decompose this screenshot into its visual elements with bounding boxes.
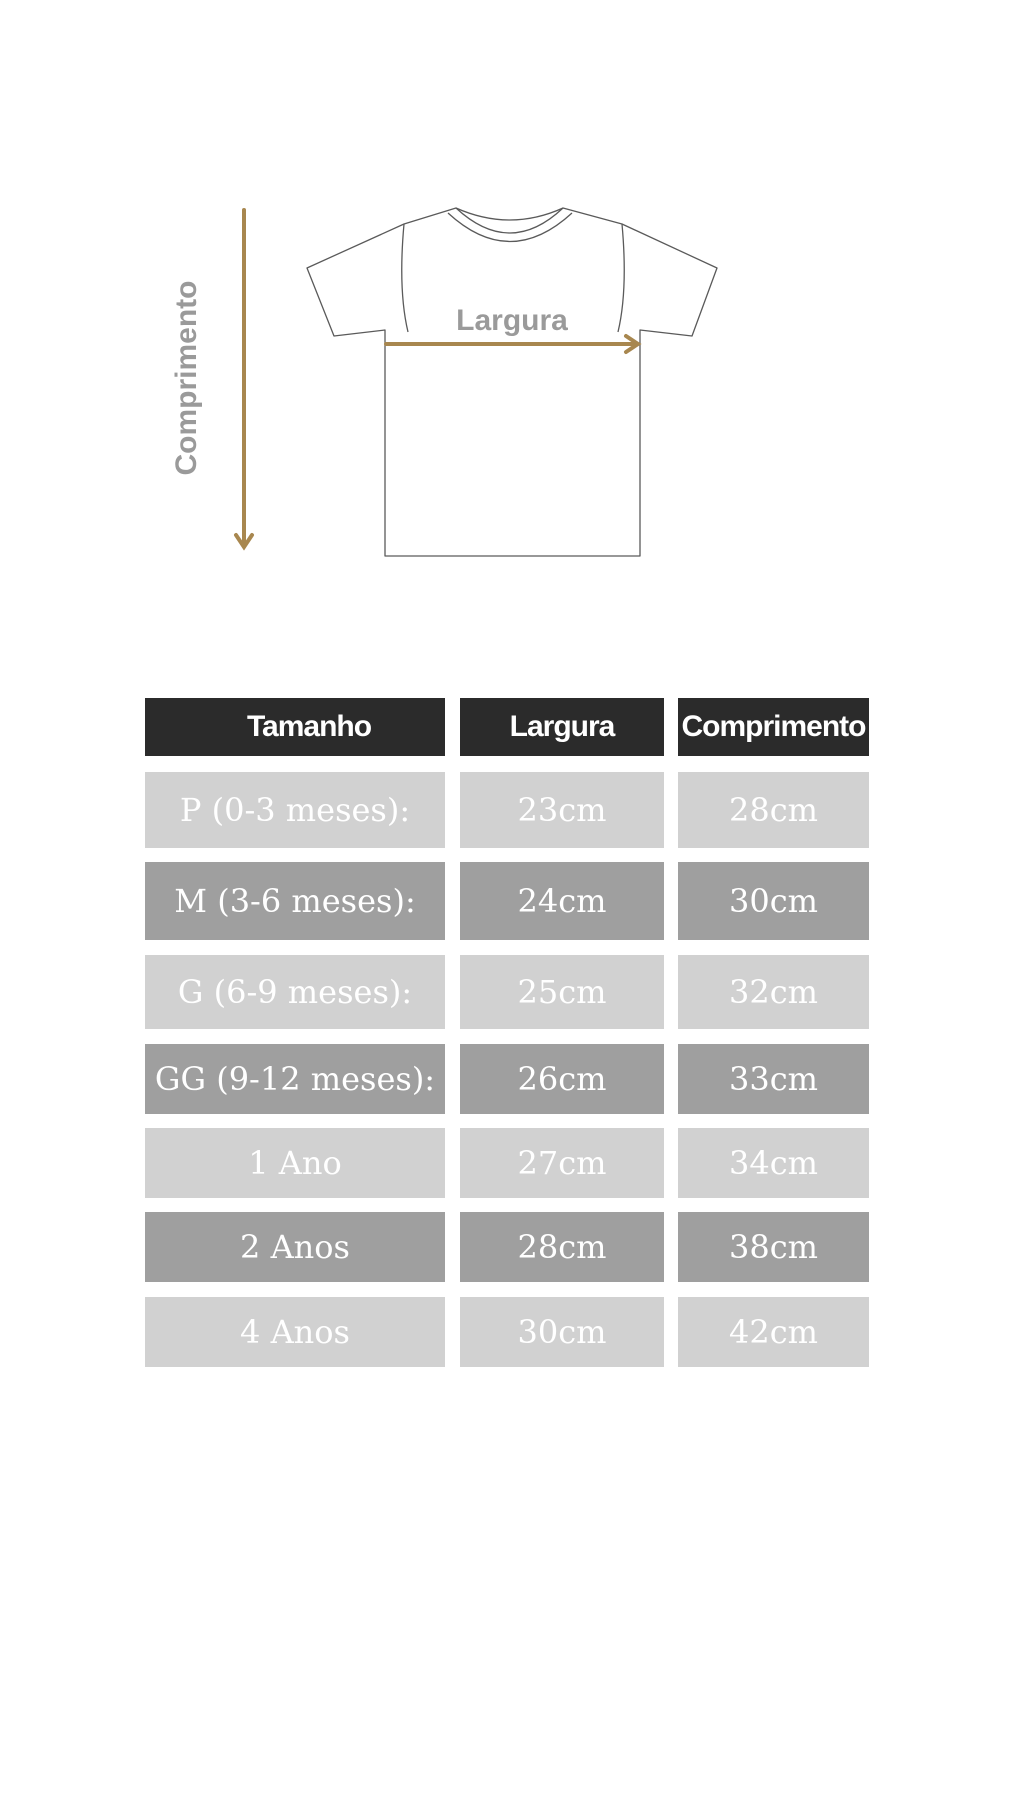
width-label: Largura xyxy=(456,304,568,337)
header-size: Tamanho xyxy=(145,698,445,756)
table-cell-size: 2 Anos xyxy=(145,1212,445,1282)
table-cell-size: 4 Anos xyxy=(145,1297,445,1367)
table-cell-size: G (6-9 meses): xyxy=(145,955,445,1029)
table-cell-length: 34cm xyxy=(678,1128,869,1198)
width-arrow xyxy=(386,336,638,352)
length-arrow xyxy=(236,210,252,547)
table-cell-size: 1 Ano xyxy=(145,1128,445,1198)
table-cell-width: 26cm xyxy=(460,1044,664,1114)
table-cell-width: 27cm xyxy=(460,1128,664,1198)
table-cell-width: 30cm xyxy=(460,1297,664,1367)
table-cell-length: 42cm xyxy=(678,1297,869,1367)
table-cell-width: 24cm xyxy=(460,862,664,940)
table-cell-size: P (0-3 meses): xyxy=(145,772,445,848)
table-cell-size: GG (9-12 meses): xyxy=(145,1044,445,1114)
table-cell-width: 25cm xyxy=(460,955,664,1029)
table-cell-width: 28cm xyxy=(460,1212,664,1282)
table-cell-width: 23cm xyxy=(460,772,664,848)
table-cell-length: 30cm xyxy=(678,862,869,940)
header-width: Largura xyxy=(460,698,664,756)
tshirt-outline xyxy=(307,208,717,556)
table-cell-size: M (3-6 meses): xyxy=(145,862,445,940)
header-length: Comprimento xyxy=(678,698,869,756)
table-cell-length: 38cm xyxy=(678,1212,869,1282)
table-cell-length: 33cm xyxy=(678,1044,869,1114)
table-cell-length: 28cm xyxy=(678,772,869,848)
length-label: Comprimento xyxy=(170,280,203,476)
table-cell-length: 32cm xyxy=(678,955,869,1029)
tshirt-measurement-diagram xyxy=(0,0,1024,620)
